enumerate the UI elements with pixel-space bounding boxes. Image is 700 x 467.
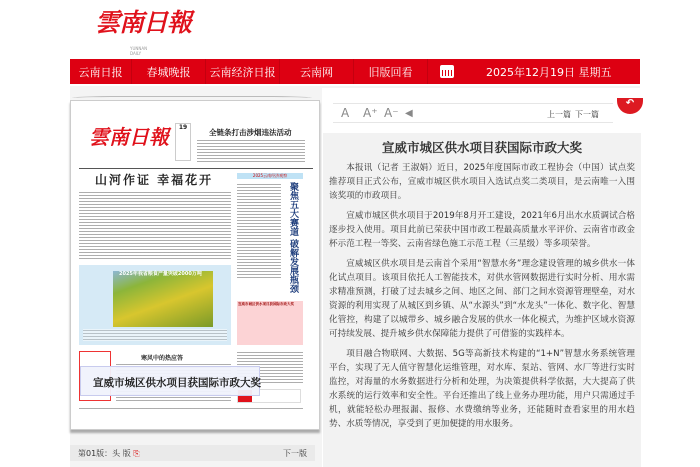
thumb-top-headline[interactable]: 全链条打击涉烟违法活动 <box>209 128 292 137</box>
current-date: 2025年12月19日 星期五 <box>486 65 612 79</box>
nav-yunnan-net[interactable]: 云南网 <box>280 59 354 84</box>
thumb-highlight-headline: 宣威市城区供水项目获国际市政大奖 <box>238 302 294 306</box>
speaker-icon[interactable]: ◀ <box>405 108 413 119</box>
article-title: 宣威市城区供水项目获国际市政大奖 <box>381 140 582 155</box>
font-decrease-button[interactable]: A⁻ <box>384 106 399 120</box>
article-paragraph: 宣威市城区供水项目于2019年8月开工建设，2021年6月出水水质调试合格逐步投入使用。项目此前已荣获中国市政工程最高质量水平评价、云南省市政金杯示范工程一等奖、云南省绿色施工示范工程（三星级）等多项荣誉。 <box>329 211 635 249</box>
thumb-side-banner: 2025云南经济观察 <box>237 173 303 179</box>
article-toolbar <box>333 103 613 123</box>
page-label[interactable]: 第01版：头 版 <box>78 448 131 458</box>
article-paragraph: 项目融合物联网、大数据、5G等高新技术构建的“1+N”智慧水务系统管理平台，实现了无人值守智慧化运维管理，对水库、泵站、管网、水厂等进行实时监控，对海量的水务数据进行分析和处理，为决策提供科学依据，大大提高了供水系统的运行效率和安全性。平台还推出了线上业务办理功能，用户只需通过手机，就能轻松办理报漏、报修、水费缴纳等业务，还能随时查看家里的用水趋势、水质等情况，享受到了更加便捷的用水服务。 <box>329 349 635 429</box>
thumb-masthead: 雲南日報 <box>89 125 169 149</box>
calendar-icon[interactable] <box>440 65 454 78</box>
next-page-button[interactable]: 下一版 <box>283 448 307 458</box>
pdf-icon[interactable]: ⎘ <box>133 448 140 458</box>
terraced-fields-photo <box>113 271 213 327</box>
next-article-link[interactable]: 下一篇 <box>575 110 599 119</box>
thumb-side-headline[interactable]: 聚焦五大赛道 破解发展瓶颈 <box>288 182 298 294</box>
page-footer <box>70 445 315 461</box>
top-nav <box>70 59 640 84</box>
nav-economic-daily[interactable]: 云南经济日报 <box>206 59 280 84</box>
prev-article-link[interactable]: 上一篇 <box>547 110 571 119</box>
nav-chuncheng-evening[interactable]: 春城晚报 <box>132 59 206 84</box>
thumb-photo-caption: 2025年我省粮食产量突破2000万吨 <box>119 271 202 277</box>
article-paragraph: 宣威城区供水项目是云南首个采用“智慧水务”理念建设管理的城乡供水一体化试点项目。该项目依托人工智能技术，对供水管网数据进行实时分析、用水需求精准预测，打破了过去城乡之间、地区之间、部门之间水资源管理壁垒，对水资源的利用实现了从城区到乡镇、从“水源头”到“水龙头”一体化、数字化、智慧化管控，构建了以城带乡、城乡融合发展的供水一体化模式，为维护区域水资源可持续发展、提升城乡供水保障能力提供了可借鉴的实践样本。 <box>329 259 635 339</box>
yunnan-daily-logo[interactable] <box>95 8 192 56</box>
nav-old-version[interactable]: 旧版回看 <box>354 59 428 84</box>
font-increase-button[interactable]: A⁺ <box>363 106 378 120</box>
thumb-photo-block[interactable] <box>79 265 231 345</box>
thumb-main-headline[interactable]: 山河作证 幸福花开 <box>95 173 214 187</box>
nav-yunnan-daily[interactable]: 云南日报 <box>70 59 132 84</box>
article-paragraph: 本报讯（记者 王淑娟）近日，2025年度国际市政工程协会（中国）试点奖推荐项目正式公布，宣威市城区供水项目入选试点奖二类项目，是云南唯一入围该奖项的市政项目。 <box>329 163 635 201</box>
thumb-highlight-article[interactable] <box>237 301 303 345</box>
font-normal-button[interactable]: A <box>341 106 350 120</box>
hover-tooltip: 宣威市城区供水项目获国际市政大奖 <box>80 366 260 396</box>
thumb-bottom-headline[interactable]: 寒风中的热应答 <box>141 355 184 362</box>
thumb-issue-number: 19 <box>175 123 191 161</box>
logo-text: 雲南日報 <box>95 8 192 37</box>
back-arrow-icon[interactable]: ↶ <box>617 98 643 114</box>
logo-subtext: YUNNAN DAILY <box>130 46 148 56</box>
article-body <box>323 133 641 467</box>
